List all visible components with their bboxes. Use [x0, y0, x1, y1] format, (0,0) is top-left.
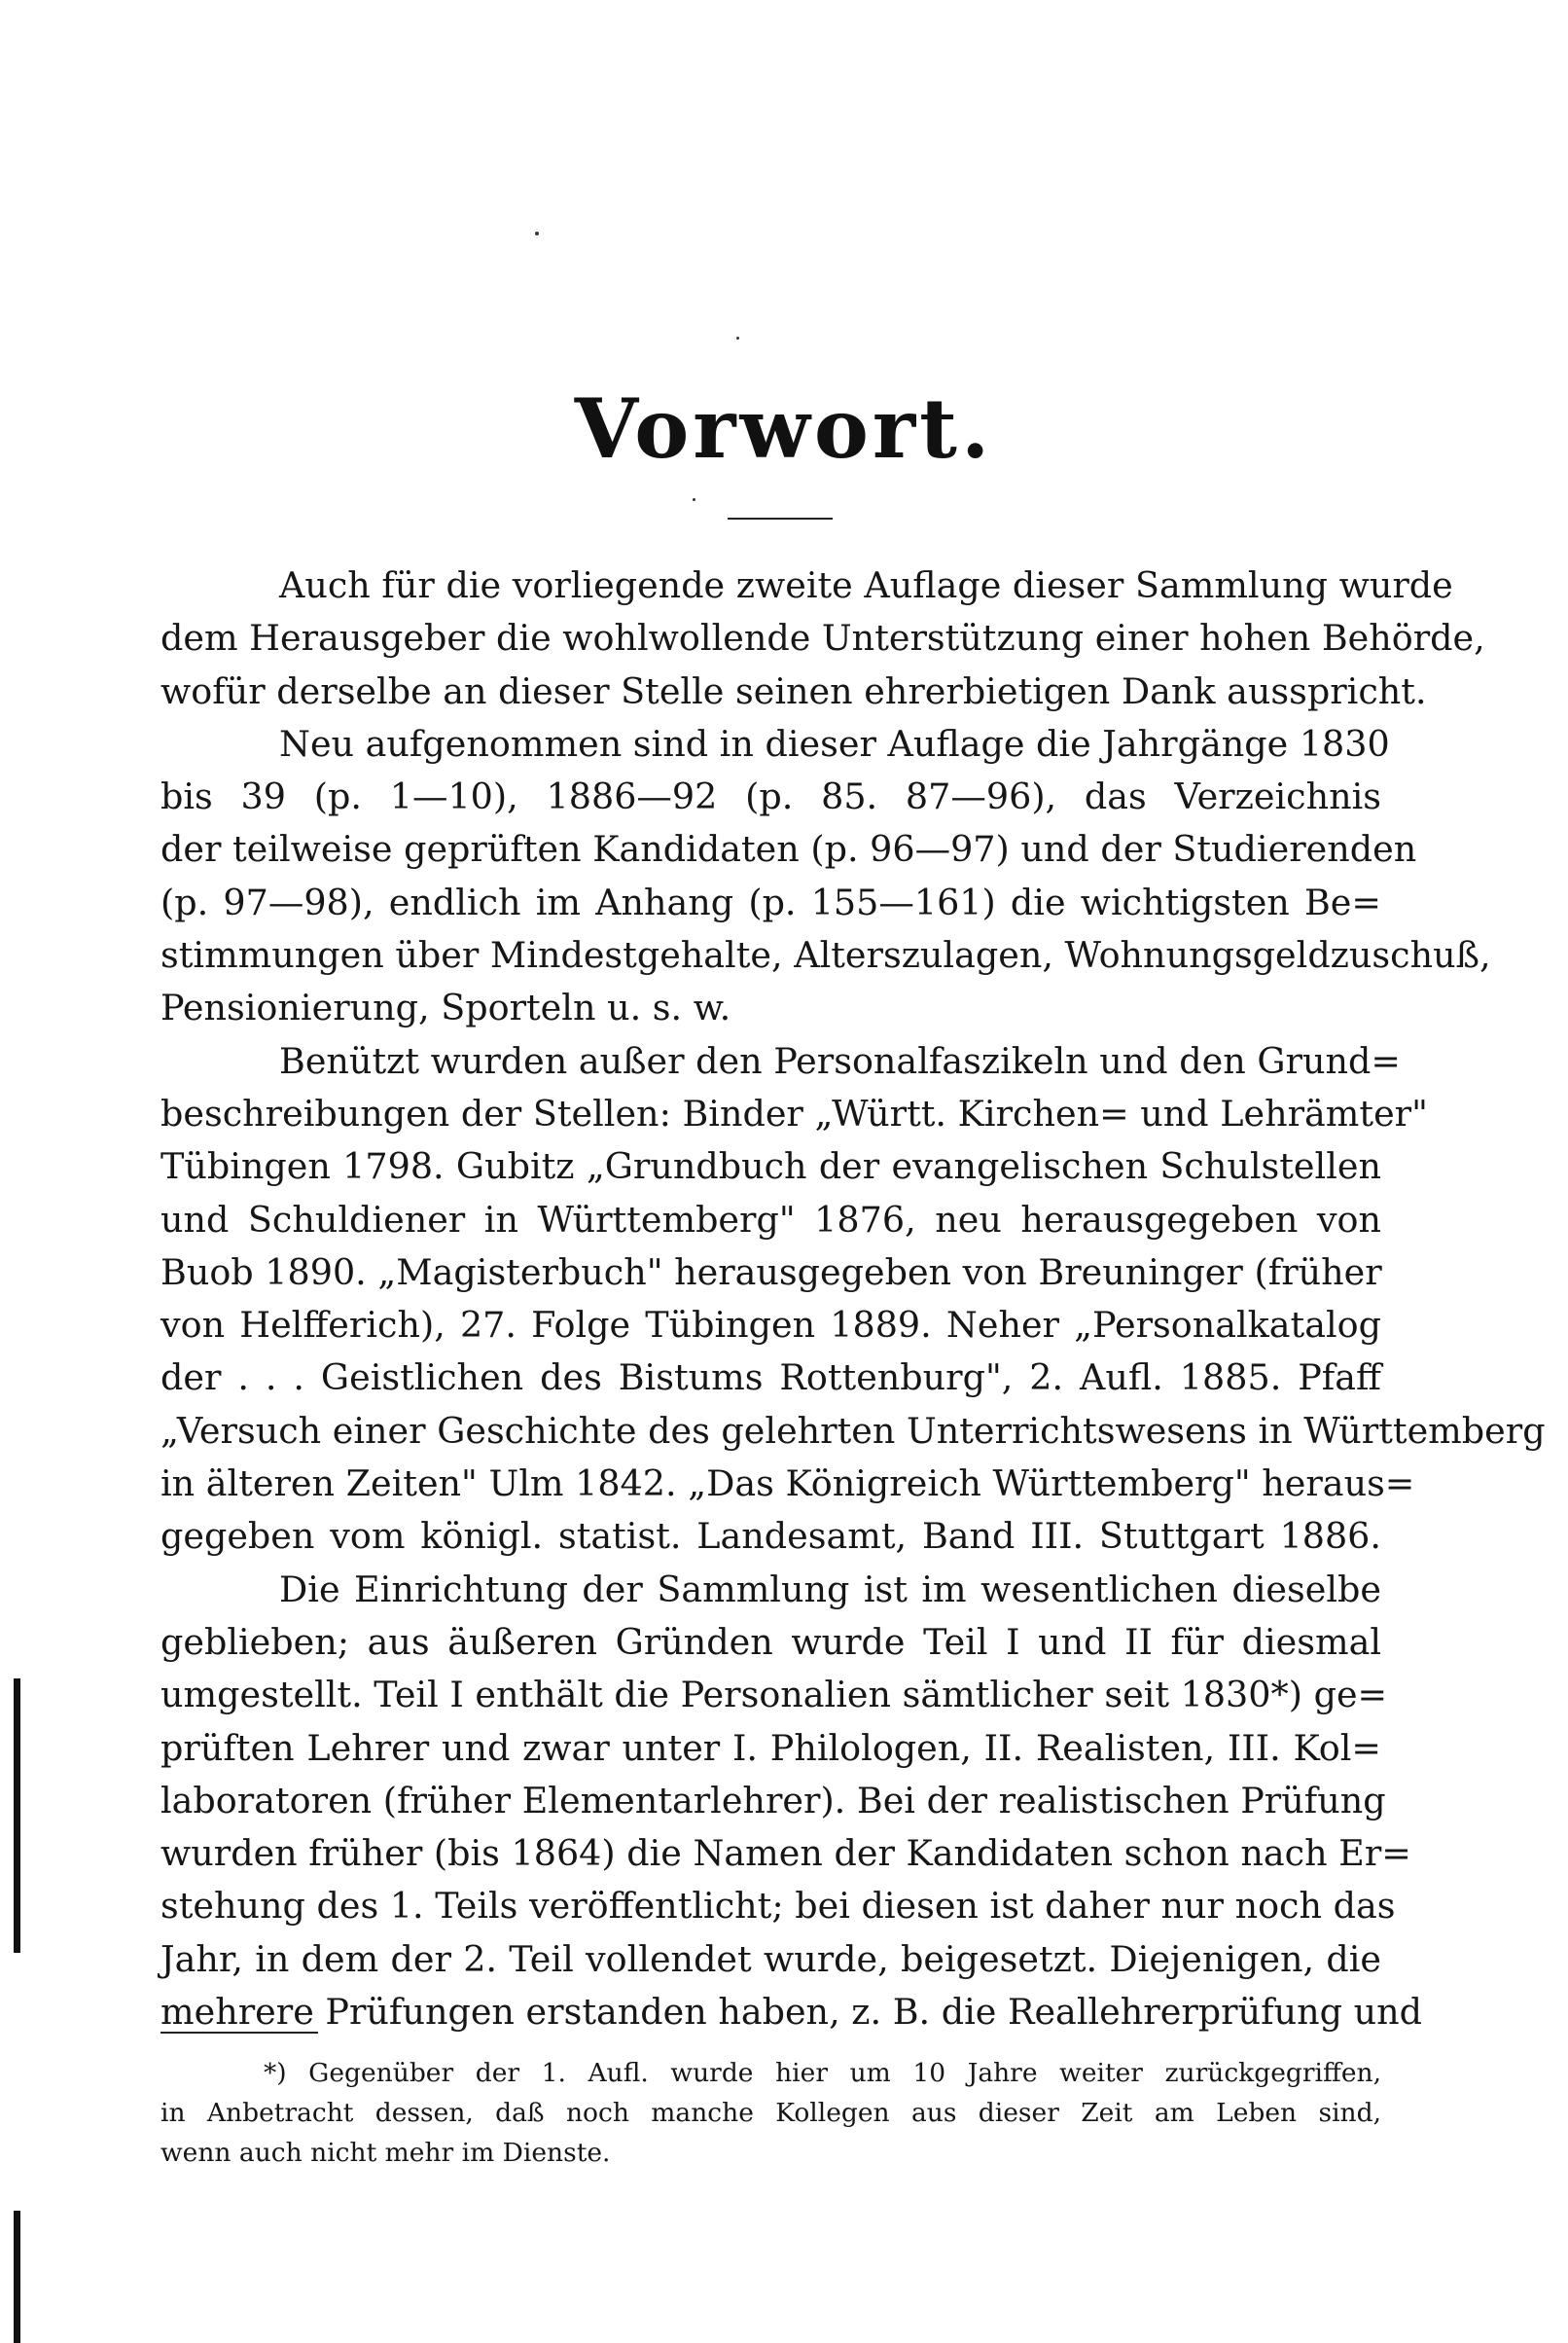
text-line: und Schuldiener in Württemberg" 1876, neu herausgegeben von [160, 1198, 1381, 1241]
text-line: laboratoren (früher Elementarlehrer). Bei der realistischen Prüfung [160, 1779, 1386, 1821]
page-title: Vorwort. [574, 380, 994, 477]
text-line: geblieben; aus äußeren Gründen wurde Teil I und II für diesmal [160, 1620, 1381, 1663]
text-line: Tübingen 1798. Gubitz „Grundbuch der evangelischen Schulstellen [160, 1145, 1381, 1188]
text-line: Auch für die vorliegende zweite Auflage dieser Sammlung wurde [279, 564, 1453, 606]
text-line: der teilweise geprüften Kandidaten (p. 96—97) und der Studierenden [160, 828, 1417, 871]
text-line: (p. 97—98), endlich im Anhang (p. 155—161) die wichtigsten Be= [160, 881, 1381, 923]
text-line: Neu aufgenommen sind in dieser Auflage die Jahrgänge 1830 [279, 722, 1390, 765]
footnote-line: *) Gegenüber der 1. Aufl. wurde hier um 10 Jahre weiter zurückgegriffen, [264, 2058, 1381, 2088]
print-speck [736, 337, 739, 340]
paragraph [160, 559, 1485, 718]
text-line: Jahr, in dem der 2. Teil vollendet wurde, beigesetzt. Diejenigen, die [160, 1937, 1381, 1980]
text-line: bis 39 (p. 1—10), 1886—92 (p. 85. 87—96), das Verzeichnis [160, 775, 1381, 818]
footnote [160, 2053, 1381, 2173]
text-line: beschreibungen der Stellen: Binder „Württ. Kirchen= und Lehrämter" [160, 1092, 1428, 1135]
text-line: Pensionierung, Sporteln u. s. w. [160, 987, 731, 1029]
print-speck [535, 232, 539, 235]
text-line: gegeben vom königl. statist. Landesamt, Band III. Stuttgart 1886. [160, 1515, 1381, 1558]
text-line: wurden früher (bis 1864) die Namen der Kandidaten schon nach Er= [160, 1832, 1411, 1875]
footnote-rule [160, 2032, 318, 2034]
text-line: mehrere Prüfungen erstanden haben, z. B. die Reallehrerprüfung und [160, 1991, 1422, 2034]
text-line: stimmungen über Mindestgehalte, Alterszulagen, Wohnungsgeldzuschuß, [160, 934, 1491, 977]
paragraph [160, 1564, 1422, 2039]
text-line: Die Einrichtung der Sammlung ist im wesentlichen dieselbe [279, 1568, 1381, 1610]
scan-edge-mark [14, 1678, 20, 1953]
title-rule [728, 518, 833, 520]
footnote-line: in Anbetracht dessen, daß noch manche Kollegen aus dieser Zeit am Leben sind, [160, 2098, 1381, 2128]
text-line: stehung des 1. Teils veröffentlicht; bei diesen ist daher nur noch das [160, 1885, 1396, 1928]
preface-body [160, 559, 1546, 2038]
text-line: der . . . Geistlichen des Bistums Rottenburg", 2. Aufl. 1885. Pfaff [160, 1356, 1381, 1399]
text-line: Buob 1890. „Magisterbuch" herausgegeben von Breuninger (früher [160, 1250, 1382, 1293]
text-line: prüften Lehrer und zwar unter I. Philologen, II. Realisten, III. Kol= [160, 1726, 1381, 1769]
text-line: dem Herausgeber die wohlwollende Unterstützung einer hohen Behörde, [160, 617, 1485, 660]
text-line: von Helfferich), 27. Folge Tübingen 1889. Neher „Personalkatalog [160, 1304, 1381, 1347]
text-line: wofür derselbe an dieser Stelle seinen ehrerbietigen Dank ausspricht. [160, 669, 1427, 712]
scan-edge-mark [14, 2211, 20, 2343]
text-line: umgestellt. Teil I enthält die Personalien sämtlicher seit 1830*) ge= [160, 1674, 1388, 1716]
paragraph [160, 1035, 1546, 1564]
paragraph [160, 718, 1491, 1035]
footnote-line: wenn auch nicht mehr im Dienste. [160, 2138, 611, 2168]
print-speck [693, 498, 695, 501]
text-line: Benützt wurden außer den Personalfaszikeln und den Grund= [279, 1039, 1401, 1082]
text-line: „Versuch einer Geschichte des gelehrten Unterrichtswesens in Württemberg [160, 1409, 1546, 1452]
text-line: in älteren Zeiten" Ulm 1842. „Das Königreich Württemberg" heraus= [160, 1462, 1415, 1505]
